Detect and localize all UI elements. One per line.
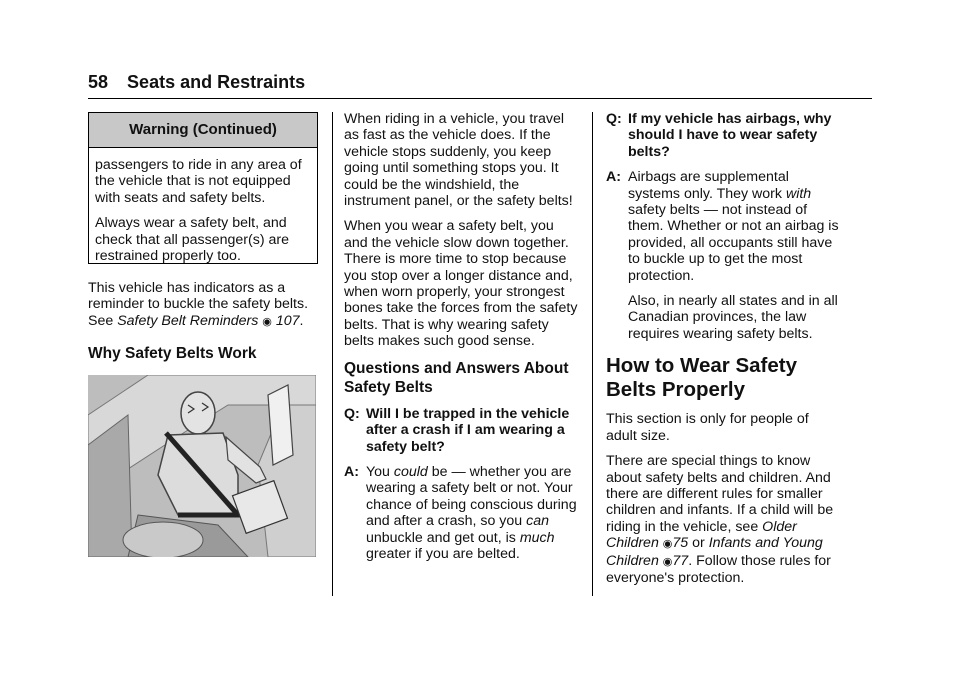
cross-reference-link[interactable]: Older Children bbox=[606, 518, 797, 552]
heading-why-safety-belts-work: Why Safety Belts Work bbox=[88, 345, 257, 363]
page-reference[interactable]: 77 bbox=[672, 552, 689, 569]
cross-reference-link[interactable]: Safety Belt Reminders bbox=[117, 312, 259, 329]
page-reference-arrow-icon: ◉ bbox=[662, 538, 673, 551]
column-divider bbox=[332, 112, 333, 596]
column-1 bbox=[88, 280, 320, 363]
body-paragraph: This section is only for people of adult size. bbox=[606, 411, 809, 444]
heading-how-to-wear-safety-belts: How to Wear Safety Belts Properly bbox=[606, 354, 797, 402]
answer-1: A: You could be — whether you are wearing a safety belt or not. Your chance of being conscious during and after a crash, so you can unbuckle and get out, is much greater if you are belted. bbox=[344, 463, 577, 562]
answer-2: A: Airbags are supplemental systems only. They work with safety belts — not instead of them. Whether or not an airbag is provided, all occupants still have to buckle up to get the most protection. bbox=[606, 169, 839, 284]
warning-box bbox=[88, 112, 318, 264]
body-paragraph: When riding in a vehicle, you travel as fast as the vehicle does. If the vehicle stops suddenly, you keep going until something stops you. It could be the windshield, the instrument panel, or the safety belts! bbox=[344, 111, 573, 210]
warning-title: Warning (Continued) bbox=[89, 113, 317, 148]
header-rule bbox=[88, 98, 872, 99]
heading-questions-and-answers: Questions and Answers About Safety Belts bbox=[344, 359, 569, 396]
page-reference-arrow-icon: ◉ bbox=[262, 315, 272, 328]
warning-paragraph: Always wear a safety belt, and check that all passenger(s) are restrained properly too. bbox=[95, 215, 289, 265]
question-2: Q: If my vehicle has airbags, why should I have to wear safety belts? bbox=[606, 111, 832, 160]
page-reference[interactable]: 75 bbox=[672, 535, 689, 552]
body-paragraph: There are special things to know about safety belts and children. And there are different rules for smaller children and infants. If a child will be riding in the vehicle, see Older Children ◉75 or Infants and Young Children ◉77. Follow those rules for everyone's protection. bbox=[606, 453, 834, 586]
column-divider bbox=[592, 112, 593, 596]
column-2 bbox=[344, 111, 580, 562]
column-3 bbox=[606, 111, 842, 595]
body-paragraph: When you wear a safety belt, you and the vehicle slow down together. There is more time to stop because you stop over a longer distance and, when worn properly, your strongest bones take the forces from the safety belts. That is why wearing safety belts makes such good sense. bbox=[344, 218, 578, 350]
section-title: Seats and Restraints bbox=[127, 72, 306, 92]
page-reference[interactable]: 107 bbox=[275, 312, 300, 329]
crash-dummy-illustration bbox=[88, 375, 316, 557]
indicator-paragraph: This vehicle has indicators as a reminder to buckle the safety belts. See Safety Belt Reminders ◉ 107. bbox=[88, 280, 309, 329]
crash-test-illustration bbox=[88, 375, 316, 557]
page-number: 58 bbox=[88, 72, 109, 92]
page-reference-arrow-icon: ◉ bbox=[662, 555, 673, 568]
cross-reference-link[interactable]: Infants and Young Children bbox=[606, 535, 823, 569]
page-header bbox=[88, 72, 305, 93]
answer-2-continued: Also, in nearly all states and in all Canadian provinces, the law requires wearing safety belts. bbox=[628, 293, 838, 342]
question-1: Q: Will I be trapped in the vehicle after a crash if I am wearing a safety belt? bbox=[344, 405, 570, 455]
warning-paragraph: passengers to ride in any area of the vehicle that is not equipped with seats and safety belts. bbox=[95, 157, 302, 206]
